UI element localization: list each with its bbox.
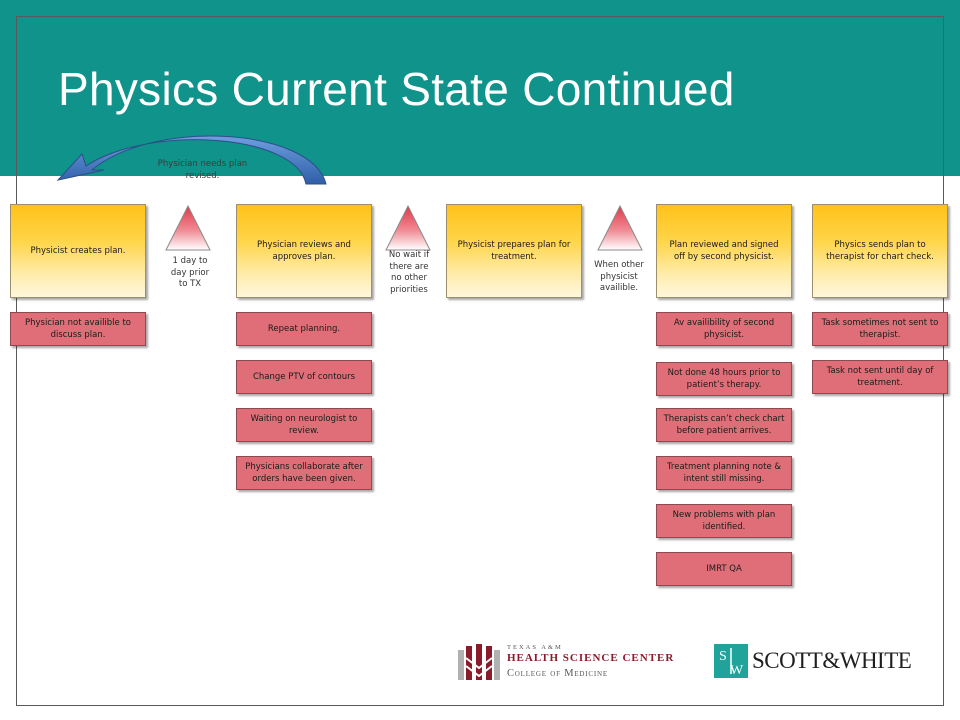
tamu-line3: College of Medicine	[507, 668, 608, 679]
wait-label-2: No wait if there are no other priorities	[388, 250, 430, 295]
wait-label-3: When other physicist availible.	[594, 260, 644, 293]
issue-box: Therapists can’t check chart before patient arrives.	[656, 408, 792, 442]
process-step-second-physicist-signoff: Plan reviewed and signed off by second physicist.	[656, 204, 792, 298]
tamu-line2: HEALTH SCIENCE CENTER	[507, 652, 675, 664]
tamu-line1: TEXAS A&M	[507, 644, 563, 651]
issue-box: Waiting on neurologist to review.	[236, 408, 372, 442]
issue-box: Repeat planning.	[236, 312, 372, 346]
issue-box: Change PTV of contours	[236, 360, 372, 394]
slide-title: Physics Current State Continued	[58, 63, 735, 115]
inventory-triangle-icon	[384, 204, 436, 254]
issue-box: Physicians collaborate after orders have been given.	[236, 456, 372, 490]
svg-text:W: W	[730, 663, 744, 678]
scott-white-logo-icon	[714, 644, 748, 678]
feedback-arrow-label: Physician needs plan revised.	[157, 159, 248, 181]
issue-box: New problems with plan identified.	[656, 504, 792, 538]
svg-text:S: S	[719, 649, 727, 664]
issue-box: Not done 48 hours prior to patient’s therapy.	[656, 362, 792, 396]
issue-box: Task not sent until day of treatment.	[812, 360, 948, 394]
tamu-hsc-logo-icon	[456, 642, 502, 682]
issue-box: Physician not availible to discuss plan.	[10, 312, 146, 346]
issue-box: Av availibility of second physicist.	[656, 312, 792, 346]
process-step-physician-reviews: Physician reviews and approves plan.	[236, 204, 372, 298]
inventory-triangle-icon	[164, 204, 216, 254]
issue-box: IMRT QA	[656, 552, 792, 586]
wait-label-1: 1 day to day prior to TX	[170, 256, 210, 289]
process-step-physicist-prepares: Physicist prepares plan for treatment.	[446, 204, 582, 298]
slide-frame	[16, 16, 944, 706]
scott-white-wordmark: SCOTT&WHITE	[752, 648, 912, 673]
issue-box: Task sometimes not sent to therapist.	[812, 312, 948, 346]
process-step-physicist-creates-plan: Physicist creates plan.	[10, 204, 146, 298]
inventory-triangle-icon	[596, 204, 648, 254]
process-step-send-to-therapist: Physics sends plan to therapist for chart check.	[812, 204, 948, 298]
issue-box: Treatment planning note & intent still missing.	[656, 456, 792, 490]
